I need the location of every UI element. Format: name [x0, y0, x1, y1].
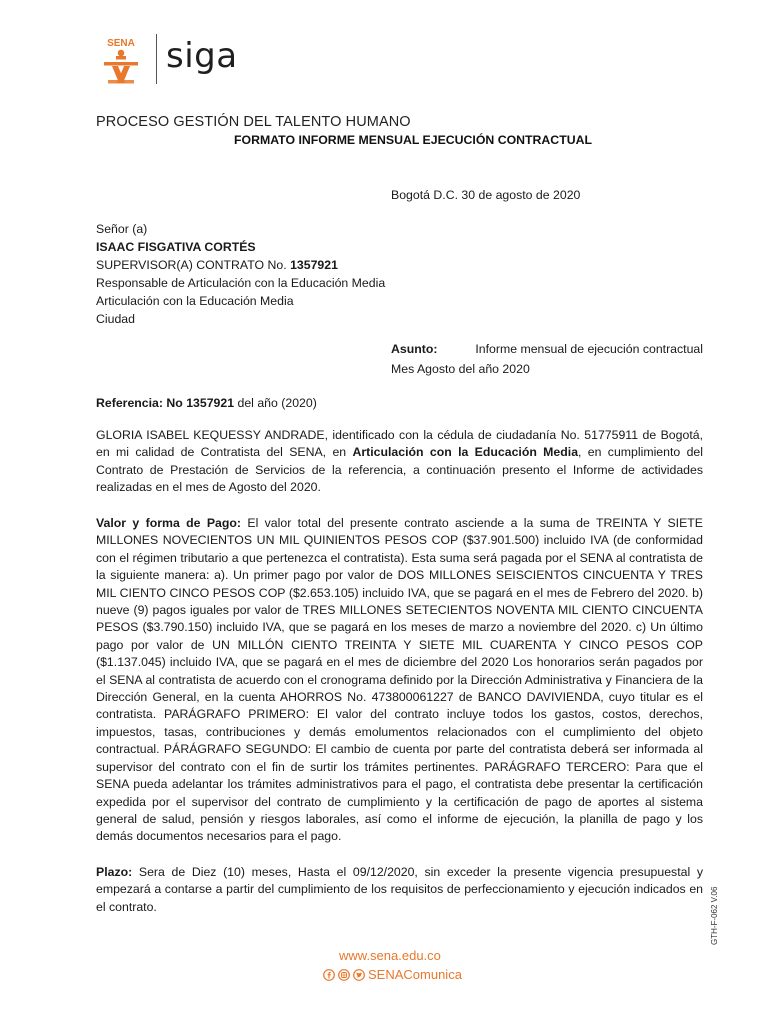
footer-website[interactable]: www.sena.edu.co: [339, 948, 441, 963]
term-text: Sera de Diez (10) meses, Hasta el 09/12/2020, sin exceder la presente vigencia presupuestal y empezará a contarse a partir del cumplimiento de los requisitos de perfeccionamiento y ejecución indicados en el contrato.: [96, 865, 703, 914]
subject-label: Asunto:: [391, 342, 438, 356]
recipient-city: Ciudad: [96, 312, 135, 326]
reference-text: del año (2020): [234, 396, 317, 410]
logo-divider: [156, 34, 157, 84]
recipient-contract-number: 1357921: [290, 258, 338, 272]
subject-block: [391, 339, 703, 379]
reference-label: Referencia: No 1357921: [96, 396, 235, 410]
subject-text: Informe mensual de ejecución contractual: [475, 342, 703, 356]
recipient-name: ISAAC FISGATIVA CORTÉS: [96, 240, 256, 254]
instagram-icon[interactable]: [338, 969, 350, 981]
payment-label: Valor y forma de Pago:: [96, 516, 242, 530]
recipient-contract: [96, 256, 385, 274]
intro-bold-area: Articulación con la Educación Media: [352, 445, 579, 460]
sena-logo-text: SENA: [107, 38, 135, 49]
footer-social: [323, 967, 462, 982]
reference-line: [96, 394, 317, 412]
recipient-area: Articulación con la Educación Media: [96, 294, 294, 308]
intro-text-1: GLORIA ISABEL KEQUESSY ANDRADE, identificado con la cédula de ciudadanía No. 51775911 de Bogotá, en mi calidad de Contratista del SENA, en: [96, 428, 703, 460]
recipient-role: Responsable de Articulación con la Educación Media: [96, 276, 386, 290]
subject-line-2: Mes Agosto del año 2020: [391, 362, 530, 376]
facebook-icon[interactable]: [323, 969, 335, 981]
recipient-salutation: Señor (a): [96, 222, 148, 236]
footer-social-handle[interactable]: SENAComunica: [368, 967, 462, 982]
recipient-contract-prefix: SUPERVISOR(A) CONTRATO No.: [96, 258, 291, 272]
intro-paragraph: [96, 427, 703, 497]
subject-line-1: [391, 339, 703, 359]
twitter-icon[interactable]: [353, 969, 365, 981]
intro-text-2: , en cumplimiento del Contrato de Prestación de Servicios de la referencia, a continuación presento el Informe de actividades realizadas en el mes de Agosto del 2020.: [96, 445, 703, 495]
term-label: Plazo:: [96, 865, 133, 879]
term-paragraph: [96, 864, 703, 916]
payment-text: El valor total del presente contrato asciende a la suma de TREINTA Y SIETE MILLONES NOVECIENTOS UN MIL QUINIENTOS PESOS COP ($37.901.500) incluido IVA (de conformidad con el régimen tributario a que pertenezca el contratista). Esta suma será pagada por el SENA al contratista de la siguiente manera: a). Un primer pago por valor de DOS MILLONES SEISCIENTOS CINCUENTA Y TRES MIL CIENTO CINCO PESOS COP ($2.653.105) incluido IVA, que se pagará en el mes de Febrero del 2020. b) nueve (9) pagos iguales por valor de TRES MILLONES SETECIENTOS NOVENTA MIL CIENTO CINCUENTA PESOS ($3.790.150) incluido IVA, que se pagará en los meses de marzo a noviembre del 2020. c) Un último pago por valor de UN MILLÓN CIENTO TREINTA Y SIETE MIL CUARENTA Y CINCO PESOS COP ($1.137.045) incluido IVA, que se pagará en el mes de diciembre del 2020 Los honorarios serán pagados por el SENA al contratista de acuerdo con el cronograma definido por la Dirección Administrativa y Financiera de la Dirección General, en la cuenta AHORROS No. 473800061227 de BANCO DAVIVIENDA, cuyo titular es el contratista. PARÁGRAFO PRIMERO: El valor del contrato incluye todos los gastos, costos, derechos, impuestos, tasas, contribuciones y demás emolumentos relacionados con el cumplimiento del objeto contractual. PÁRÁGRAFO SEGUNDO: El cambio de cuenta por parte del contratista deberá ser informada al supervisor del contrato con el fin de surtir los trámites pertinentes. PARÁGRAFO TERCERO: Para que el SENA pueda adelantar los trámites administrativos para el pago, el contratista debe presentar la certificación expedida por el supervisor del contrato de cumplimiento y la certificación de pago de aportes al sistema general de salud, pensión y riesgos laborales, así como el informe de ejecución, la planilla de pago y los demás documentos necesarios para el pago.: [96, 516, 703, 844]
payment-paragraph: [96, 515, 703, 846]
format-title: FORMATO INFORME MENSUAL EJECUCIÓN CONTRACTUAL: [234, 133, 592, 147]
recipient-block: [96, 220, 385, 328]
date-line: Bogotá D.C. 30 de agosto de 2020: [391, 188, 581, 202]
sena-logo: [96, 36, 146, 86]
process-title: PROCESO GESTIÓN DEL TALENTO HUMANO: [96, 114, 411, 130]
form-code: GTH-F-062 V.06: [710, 886, 719, 945]
siga-logo: siga: [166, 36, 238, 76]
